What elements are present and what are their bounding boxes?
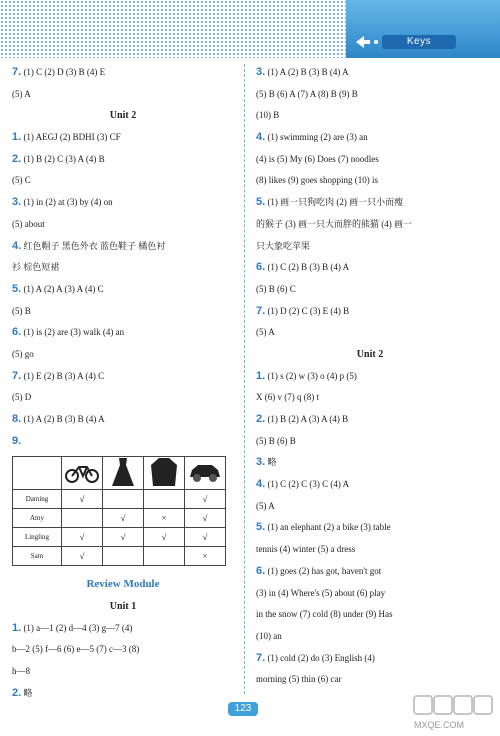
left-column bbox=[12, 62, 234, 705]
question-number: 1. bbox=[12, 621, 22, 634]
answer-line bbox=[256, 257, 484, 279]
section-heading: Unit 2 bbox=[109, 110, 137, 122]
answer-text: (5) A bbox=[12, 88, 31, 99]
answer-text: (10) an bbox=[256, 630, 282, 641]
answer-text: (1) a—1 (2) d—4 (3) g—7 (4) bbox=[21, 622, 133, 633]
answer-text: 略 bbox=[21, 687, 33, 698]
answer-text: (1) C (2) C (3) C (4) A bbox=[265, 479, 350, 490]
watermark-text: MXQE.COM bbox=[414, 720, 465, 730]
answer-line bbox=[256, 366, 484, 388]
answer-line bbox=[256, 62, 484, 84]
answer-line bbox=[256, 561, 484, 583]
question-number: 4. bbox=[256, 478, 266, 491]
answer-line bbox=[12, 62, 234, 84]
table-cell: √ bbox=[185, 490, 226, 509]
answer-line bbox=[256, 279, 484, 301]
question-number: 5. bbox=[256, 521, 266, 534]
question-number: 3. bbox=[256, 66, 266, 78]
answer-text: (1) s (2) w (3) o (4) p (5) bbox=[265, 370, 357, 381]
answer-line bbox=[256, 149, 484, 171]
answer-line bbox=[12, 639, 234, 661]
answer-text: X (6) v (7) q (8) t bbox=[256, 392, 319, 403]
answer-text: (1) AEGJ (2) BDHI (3) CF bbox=[21, 132, 121, 143]
table-header-row bbox=[13, 457, 226, 490]
table-cell: √ bbox=[185, 509, 226, 528]
answer-line bbox=[256, 604, 484, 626]
answer-line bbox=[256, 214, 484, 236]
answer-line bbox=[256, 669, 484, 691]
answer-line bbox=[256, 170, 484, 192]
answer-line bbox=[12, 192, 234, 214]
answer-line bbox=[12, 149, 234, 171]
answer-line bbox=[256, 452, 484, 474]
table-row bbox=[13, 509, 226, 528]
row-name: Lingling bbox=[13, 528, 62, 547]
answer-text: (5) A bbox=[256, 500, 275, 511]
answer-line bbox=[256, 431, 484, 453]
question-number: 4. bbox=[256, 131, 266, 144]
answer-line bbox=[256, 84, 484, 106]
answer-text: (1) E (2) B (3) A (4) C bbox=[21, 370, 105, 381]
page-number: 123 bbox=[228, 702, 258, 716]
answer-text: (5) B (6) C bbox=[256, 283, 296, 294]
section-heading: Unit 2 bbox=[356, 348, 384, 360]
question-number: 6. bbox=[12, 326, 22, 339]
answer-text: (5) B (6) A (7) A (8) B (9) B bbox=[256, 88, 358, 99]
answer-line bbox=[12, 170, 234, 192]
right-column bbox=[256, 62, 484, 691]
answer-line bbox=[12, 344, 234, 366]
row-name: Sam bbox=[13, 547, 62, 566]
question-number: 5. bbox=[12, 282, 22, 295]
answer-line bbox=[12, 409, 234, 431]
answer-line bbox=[12, 431, 234, 453]
answer-line bbox=[256, 648, 484, 670]
dot-icon bbox=[374, 40, 378, 44]
answer-text: (1) is (2) are (3) walk (4) an bbox=[21, 327, 125, 338]
answer-line bbox=[256, 387, 484, 409]
question-number: 3. bbox=[256, 456, 266, 469]
answer-line bbox=[12, 661, 234, 683]
answer-text: (1) swimming (2) are (3) an bbox=[265, 132, 368, 143]
table-cell bbox=[144, 490, 185, 509]
answer-line bbox=[12, 214, 234, 236]
answer-line bbox=[12, 279, 234, 301]
answer-text: (5) about bbox=[12, 218, 45, 229]
section-heading: Unit 1 bbox=[109, 601, 137, 613]
table-cell bbox=[103, 547, 144, 566]
arrow-left-icon bbox=[352, 32, 372, 52]
table-cell bbox=[62, 509, 103, 528]
answer-text: (4) is (5) My (6) Does (7) noodles bbox=[256, 153, 379, 164]
answer-line bbox=[256, 409, 484, 431]
answer-line bbox=[256, 127, 484, 149]
table-row bbox=[13, 490, 226, 509]
question-number: 7. bbox=[12, 66, 22, 78]
question-number: 1. bbox=[256, 369, 266, 382]
coat-icon bbox=[144, 457, 185, 490]
answer-text: (1) goes (2) has got, haven't got bbox=[265, 565, 382, 576]
table-cell bbox=[103, 490, 144, 509]
answer-text: (1) C (2) D (3) B (4) E bbox=[21, 67, 106, 77]
answer-text: (1) in (2) at (3) by (4) on bbox=[21, 197, 113, 208]
answer-text: (5) go bbox=[12, 348, 34, 359]
table-row bbox=[13, 528, 226, 547]
answer-text: (1) C (2) B (3) B (4) A bbox=[265, 262, 350, 273]
table-cell: √ bbox=[62, 547, 103, 566]
dress-icon bbox=[103, 457, 144, 490]
answer-text: h—8 bbox=[12, 666, 30, 677]
answer-text: morning (5) thin (6) car bbox=[256, 674, 342, 685]
answer-text: 红色帽子 黑色外衣 蓝色鞋子 橘色衬 bbox=[21, 240, 166, 251]
answer-text: (8) likes (9) goes shopping (10) is bbox=[256, 175, 378, 186]
answer-text: (1) D (2) C (3) E (4) B bbox=[265, 305, 350, 316]
table-cell: × bbox=[144, 509, 185, 528]
answer-text: (1) cold (2) do (3) English (4) bbox=[265, 652, 375, 663]
table-cell: √ bbox=[103, 528, 144, 547]
answer-text: (5) B bbox=[12, 305, 31, 316]
question-number: 9. bbox=[12, 434, 22, 447]
answer-line bbox=[256, 517, 484, 539]
answer-text: (5) C bbox=[12, 175, 31, 186]
answer-line bbox=[256, 105, 484, 127]
answer-text: (1) 画一只狗吃肉 (2) 画一只小而瘦 bbox=[265, 197, 404, 208]
car-icon bbox=[185, 457, 226, 490]
answer-line bbox=[256, 626, 484, 648]
table-cell: √ bbox=[103, 509, 144, 528]
answer-line bbox=[256, 192, 484, 214]
question-number: 5. bbox=[256, 196, 266, 209]
row-name: Daming bbox=[13, 490, 62, 509]
question-number: 1. bbox=[12, 131, 22, 144]
question-number: 7. bbox=[12, 369, 22, 382]
answer-text: 略 bbox=[265, 457, 277, 468]
answer-line bbox=[256, 496, 484, 518]
dot-pattern-header bbox=[0, 0, 350, 58]
answer-text: tennis (4) winter (5) a dress bbox=[256, 544, 356, 555]
answer-line bbox=[256, 583, 484, 605]
answer-text: (1) B (2) A (3) A (4) B bbox=[265, 414, 349, 424]
answer-line bbox=[12, 301, 234, 323]
table-row bbox=[13, 547, 226, 566]
answer-text: (1) A (2) A (3) A (4) C bbox=[21, 283, 104, 294]
table-cell bbox=[144, 547, 185, 566]
row-name: Amy bbox=[13, 509, 62, 528]
answer-line bbox=[12, 322, 234, 344]
question-number: 2. bbox=[256, 413, 266, 425]
answer-text: 衫 棕色短裙 bbox=[12, 262, 60, 273]
answer-text: (1) A (2) B (3) B (4) A bbox=[21, 414, 105, 424]
answer-line bbox=[256, 322, 484, 344]
answer-line bbox=[12, 257, 234, 279]
question-number: 3. bbox=[12, 196, 22, 209]
table-cell: √ bbox=[62, 528, 103, 547]
answer-text: 只大象吃苹果 bbox=[256, 240, 311, 251]
answer-line bbox=[12, 84, 234, 106]
table-cell: × bbox=[185, 547, 226, 566]
question-number: 6. bbox=[256, 261, 266, 274]
answer-text: (1) B (2) C (3) A (4) B bbox=[21, 153, 105, 164]
answer-line bbox=[12, 618, 234, 640]
answer-line bbox=[12, 366, 234, 388]
answer-line bbox=[256, 539, 484, 561]
table-cell: √ bbox=[144, 528, 185, 547]
table-cell: √ bbox=[62, 490, 103, 509]
answer-line bbox=[12, 387, 234, 409]
table-cell: √ bbox=[185, 528, 226, 547]
table-corner-cell bbox=[13, 457, 62, 490]
answer-text: (5) B (6) B bbox=[256, 435, 296, 446]
question-number: 4. bbox=[12, 239, 22, 252]
question-number: 2. bbox=[12, 152, 22, 165]
question-number: 7. bbox=[256, 651, 266, 664]
answer-line bbox=[12, 236, 234, 258]
answer-text: 的猴子 (3) 画一只大而胖的熊猫 (4) 画一 bbox=[256, 218, 412, 229]
answer-text: (3) in (4) Where's (5) about (6) play bbox=[256, 587, 386, 598]
answer-text: (5) D bbox=[12, 392, 32, 403]
answer-text: in the snow (7) cold (8) under (9) Has bbox=[256, 609, 393, 620]
keys-label: Keys bbox=[382, 35, 456, 49]
answer-line bbox=[12, 683, 234, 705]
answer-text: (10) B bbox=[256, 110, 280, 121]
question-number: 2. bbox=[12, 686, 22, 699]
answer-line bbox=[256, 301, 484, 323]
answer-text: (1) A (2) B (3) B (4) A bbox=[265, 67, 349, 77]
bicycle-icon bbox=[62, 457, 103, 490]
answer-line bbox=[256, 236, 484, 258]
question-number: 6. bbox=[256, 564, 266, 577]
answer-line bbox=[256, 474, 484, 496]
column-divider bbox=[244, 64, 245, 694]
answer-table bbox=[12, 456, 226, 566]
answer-text: b—2 (5) f—6 (6) e—5 (7) c—3 (8) bbox=[12, 644, 140, 655]
answer-line bbox=[12, 127, 234, 149]
review-module-title: Review Module bbox=[86, 578, 160, 591]
question-number: 7. bbox=[256, 304, 266, 317]
answer-text: (5) A bbox=[256, 327, 275, 338]
answer-text: (1) an elephant (2) a bike (3) table bbox=[265, 522, 391, 533]
question-number: 8. bbox=[12, 413, 22, 425]
